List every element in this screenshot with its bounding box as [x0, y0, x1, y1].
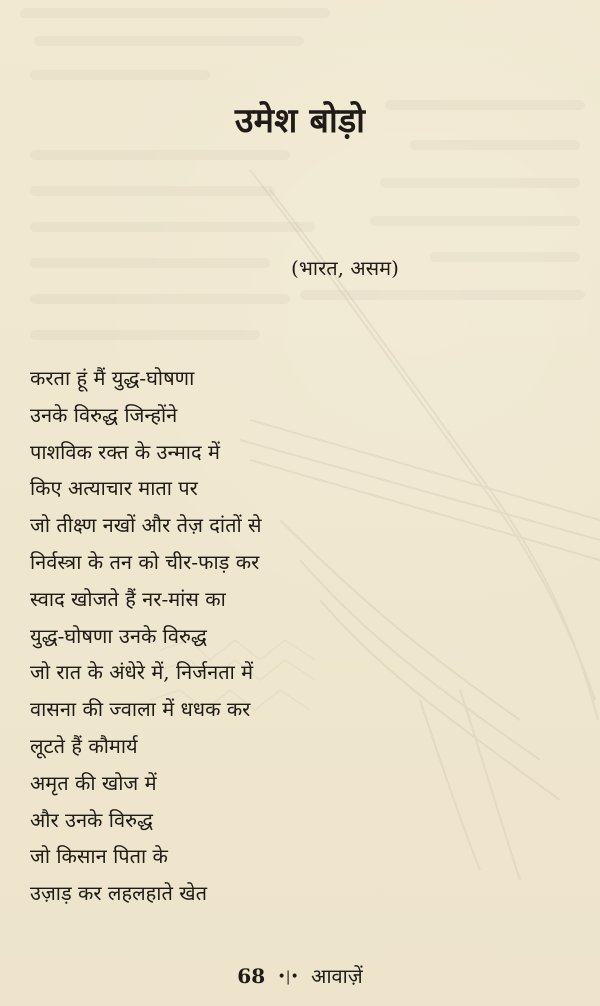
poem-line: स्वाद खोजते हैं नर-मांस का	[30, 586, 226, 611]
poem-line: जो किसान पिता के	[30, 844, 168, 869]
poem-line: और उनके विरुद्ध	[30, 807, 154, 832]
poet-location: (भारत, असम)	[291, 256, 399, 280]
poem	[30, 360, 570, 912]
book-title: आवाज़ें	[311, 964, 363, 988]
poem-line: जो तीक्ष्ण नखों और तेज़ दांतों से	[30, 513, 262, 538]
poem-line: करता हूं मैं युद्ध-घोषणा	[30, 366, 195, 390]
page-footer	[0, 962, 600, 989]
poem-line: उज़ाड़ कर लहलहाते खेत	[30, 881, 207, 906]
poem-line: जो रात के अंधेरे में, निर्जनता में	[30, 660, 254, 685]
separator: •|•	[277, 969, 299, 985]
poem-line: किए अत्याचार माता पर	[30, 476, 198, 501]
page-number: 68	[237, 964, 266, 988]
poem-line: पाशविक रक्त के उन्माद में	[30, 439, 220, 464]
poem-line: उनके विरुद्ध जिन्होंने	[30, 402, 178, 427]
poem-line: लूटते हैं कौमार्य	[30, 733, 138, 758]
poem-line: वासना की ज्वाला में धधक कर	[30, 697, 251, 722]
poem-line: निर्वस्त्रा के तन को चीर-फाड़ कर	[30, 549, 260, 574]
poem-line: युद्ध-घोषणा उनके विरुद्ध	[30, 623, 207, 648]
poem-line: अमृत की खोज में	[30, 770, 157, 795]
poet-name: उमेश बोड़ो	[234, 101, 366, 141]
